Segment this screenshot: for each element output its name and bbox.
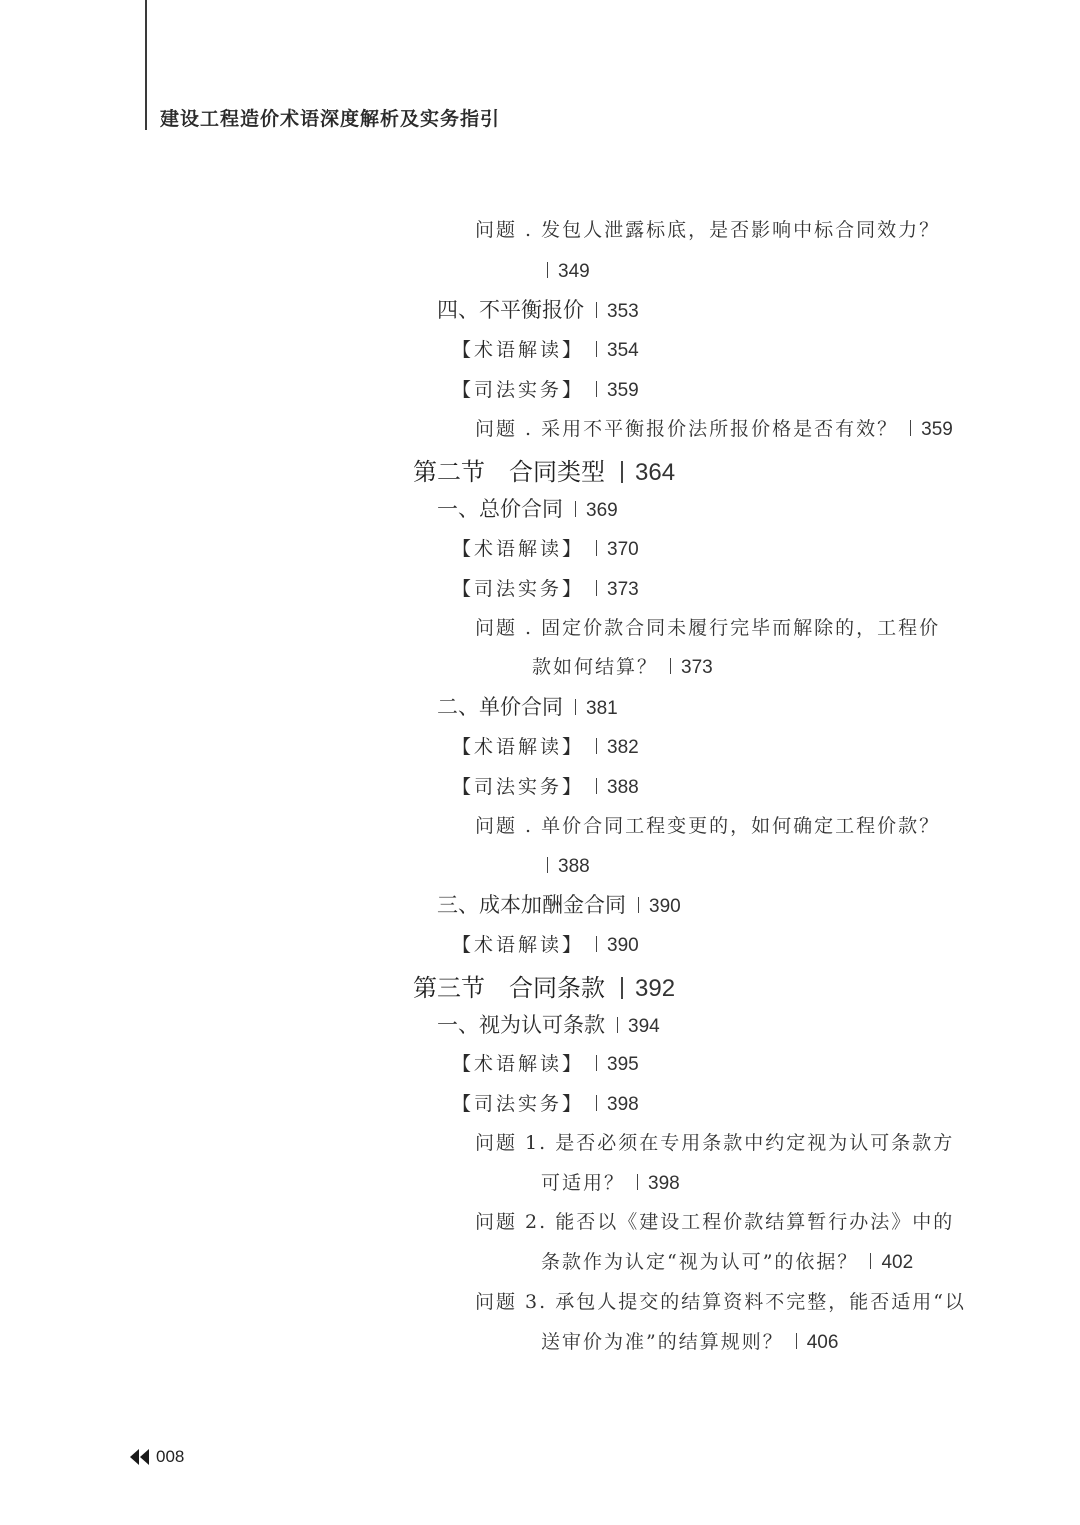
toc-page: 398	[648, 1173, 680, 1194]
toc-page: 359	[607, 380, 639, 401]
toc-bracket-item	[452, 1095, 639, 1114]
toc-page: 402	[881, 1252, 914, 1273]
toc-page: 370	[607, 539, 639, 560]
toc-page: 359	[921, 419, 953, 440]
toc-page: 388	[558, 856, 590, 877]
separator-bar	[575, 699, 576, 715]
toc-page: 398	[607, 1094, 639, 1115]
toc-text: 【司法实务】	[452, 578, 585, 600]
toc-page: 382	[607, 737, 639, 758]
toc-subsection	[437, 1015, 660, 1036]
toc-question	[475, 420, 953, 439]
toc-text: 款如何结算？	[532, 656, 659, 678]
toc-page: 395	[607, 1054, 639, 1075]
separator-bar	[547, 262, 548, 278]
separator-bar	[638, 897, 639, 913]
toc-text: 送审价为准”的结算规则？	[541, 1331, 784, 1353]
toc-section-number: 第三节	[413, 974, 485, 1002]
separator-bar	[575, 501, 576, 517]
toc-question	[475, 817, 940, 836]
page-number: 008	[156, 1447, 185, 1466]
toc-bracket-item	[452, 580, 639, 599]
toc-question-cont	[541, 1253, 913, 1272]
toc-question	[475, 1134, 954, 1153]
separator-bar	[637, 1174, 638, 1190]
toc-subsection	[437, 300, 639, 321]
separator-bar	[596, 1095, 597, 1111]
toc-bracket-item	[452, 1055, 639, 1074]
toc-question	[475, 619, 940, 638]
separator-bar	[670, 658, 671, 674]
toc-text: 一、总价合同	[437, 497, 563, 521]
separator-bar	[596, 778, 597, 794]
double-left-arrow-icon	[130, 1447, 150, 1467]
toc-text: 【术语解读】	[452, 736, 585, 758]
separator-bar	[596, 302, 597, 318]
toc-question-cont	[535, 262, 590, 281]
toc-text: 二、单价合同	[437, 695, 563, 719]
toc-bracket-item	[452, 738, 639, 757]
toc-question	[475, 221, 940, 240]
toc-text: 四、不平衡报价	[437, 298, 584, 322]
toc-text: 一、视为认可条款	[437, 1013, 605, 1037]
toc-text: 问题 . 固定价款合同未履行完毕而解除的，工程价	[475, 617, 941, 639]
toc-text: 【术语解读】	[452, 934, 585, 956]
toc-page: 394	[628, 1016, 660, 1037]
toc-text: 【术语解读】	[452, 339, 585, 361]
toc-page: 390	[607, 935, 639, 956]
toc-section-title: 合同条款	[509, 974, 605, 1002]
toc-page: 353	[607, 301, 639, 322]
page-footer	[130, 1447, 184, 1467]
toc-bracket-item	[452, 936, 639, 955]
separator-bar	[547, 857, 548, 873]
toc-page: 354	[607, 340, 639, 361]
separator-bar	[596, 738, 597, 754]
toc-text: 问题 . 发包人泄露标底，是否影响中标合同效力？	[475, 219, 941, 241]
toc-page: 373	[607, 579, 639, 600]
running-header: 建设工程造价术语深度解析及实务指引	[160, 108, 501, 130]
toc-text: 【司法实务】	[452, 776, 585, 798]
toc-text: 问题 . 采用不平衡报价法所报价格是否有效？	[475, 418, 899, 440]
toc-bracket-item	[452, 778, 639, 797]
toc-text: 三、成本加酬金合同	[437, 893, 626, 917]
toc-section	[413, 976, 675, 1001]
separator-bar	[870, 1253, 871, 1269]
separator-bar	[596, 341, 597, 357]
toc-question-cont	[541, 1174, 680, 1193]
toc-text: 条款作为认定“视为认可”的依据？	[541, 1251, 859, 1273]
toc-bracket-item	[452, 540, 639, 559]
toc-page: 373	[681, 657, 713, 678]
toc-question	[475, 1213, 954, 1232]
toc-page: 364	[635, 459, 676, 486]
toc-page: 390	[649, 896, 681, 917]
separator-bar	[596, 540, 597, 556]
toc-section	[413, 460, 675, 485]
toc-bracket-item	[452, 341, 639, 360]
toc-text: 【司法实务】	[452, 379, 585, 401]
toc-question	[475, 1293, 966, 1312]
toc-subsection	[437, 697, 618, 718]
separator-bar	[796, 1333, 797, 1349]
toc-text: 【术语解读】	[452, 1053, 585, 1075]
toc-text: 【术语解读】	[452, 538, 585, 560]
toc-question-cont	[535, 857, 590, 876]
separator-bar	[910, 420, 911, 436]
toc-page: 369	[586, 500, 618, 521]
toc-section-number: 第二节	[413, 458, 485, 486]
toc-text: 可适用？	[541, 1172, 626, 1194]
separator-bar	[596, 381, 597, 397]
toc-bracket-item	[452, 381, 639, 400]
toc-text: 问题 3. 承包人提交的结算资料不完整，能否适用“以	[475, 1291, 966, 1313]
toc-question-cont	[541, 1333, 838, 1352]
toc-text: 问题 . 单价合同工程变更的，如何确定工程价款？	[475, 815, 941, 837]
separator-bar	[621, 461, 623, 483]
separator-bar	[596, 580, 597, 596]
toc-page: 406	[806, 1332, 839, 1353]
toc-page: 392	[635, 975, 676, 1002]
toc-text: 【司法实务】	[452, 1093, 585, 1115]
separator-bar	[596, 1055, 597, 1071]
separator-bar	[617, 1017, 618, 1033]
toc-page: 349	[558, 261, 590, 282]
toc-text: 问题 1. 是否必须在专用条款中约定视为认可条款方	[475, 1132, 955, 1154]
toc-page: 388	[607, 777, 639, 798]
separator-bar	[621, 977, 623, 999]
toc-section-title: 合同类型	[509, 458, 605, 486]
toc-page: 381	[586, 698, 618, 719]
toc-subsection	[437, 895, 681, 916]
toc-subsection	[437, 499, 618, 520]
toc-question-cont	[532, 658, 713, 677]
separator-bar	[596, 936, 597, 952]
toc-text: 问题 2. 能否以《建设工程价款结算暂行办法》中的	[475, 1211, 955, 1233]
